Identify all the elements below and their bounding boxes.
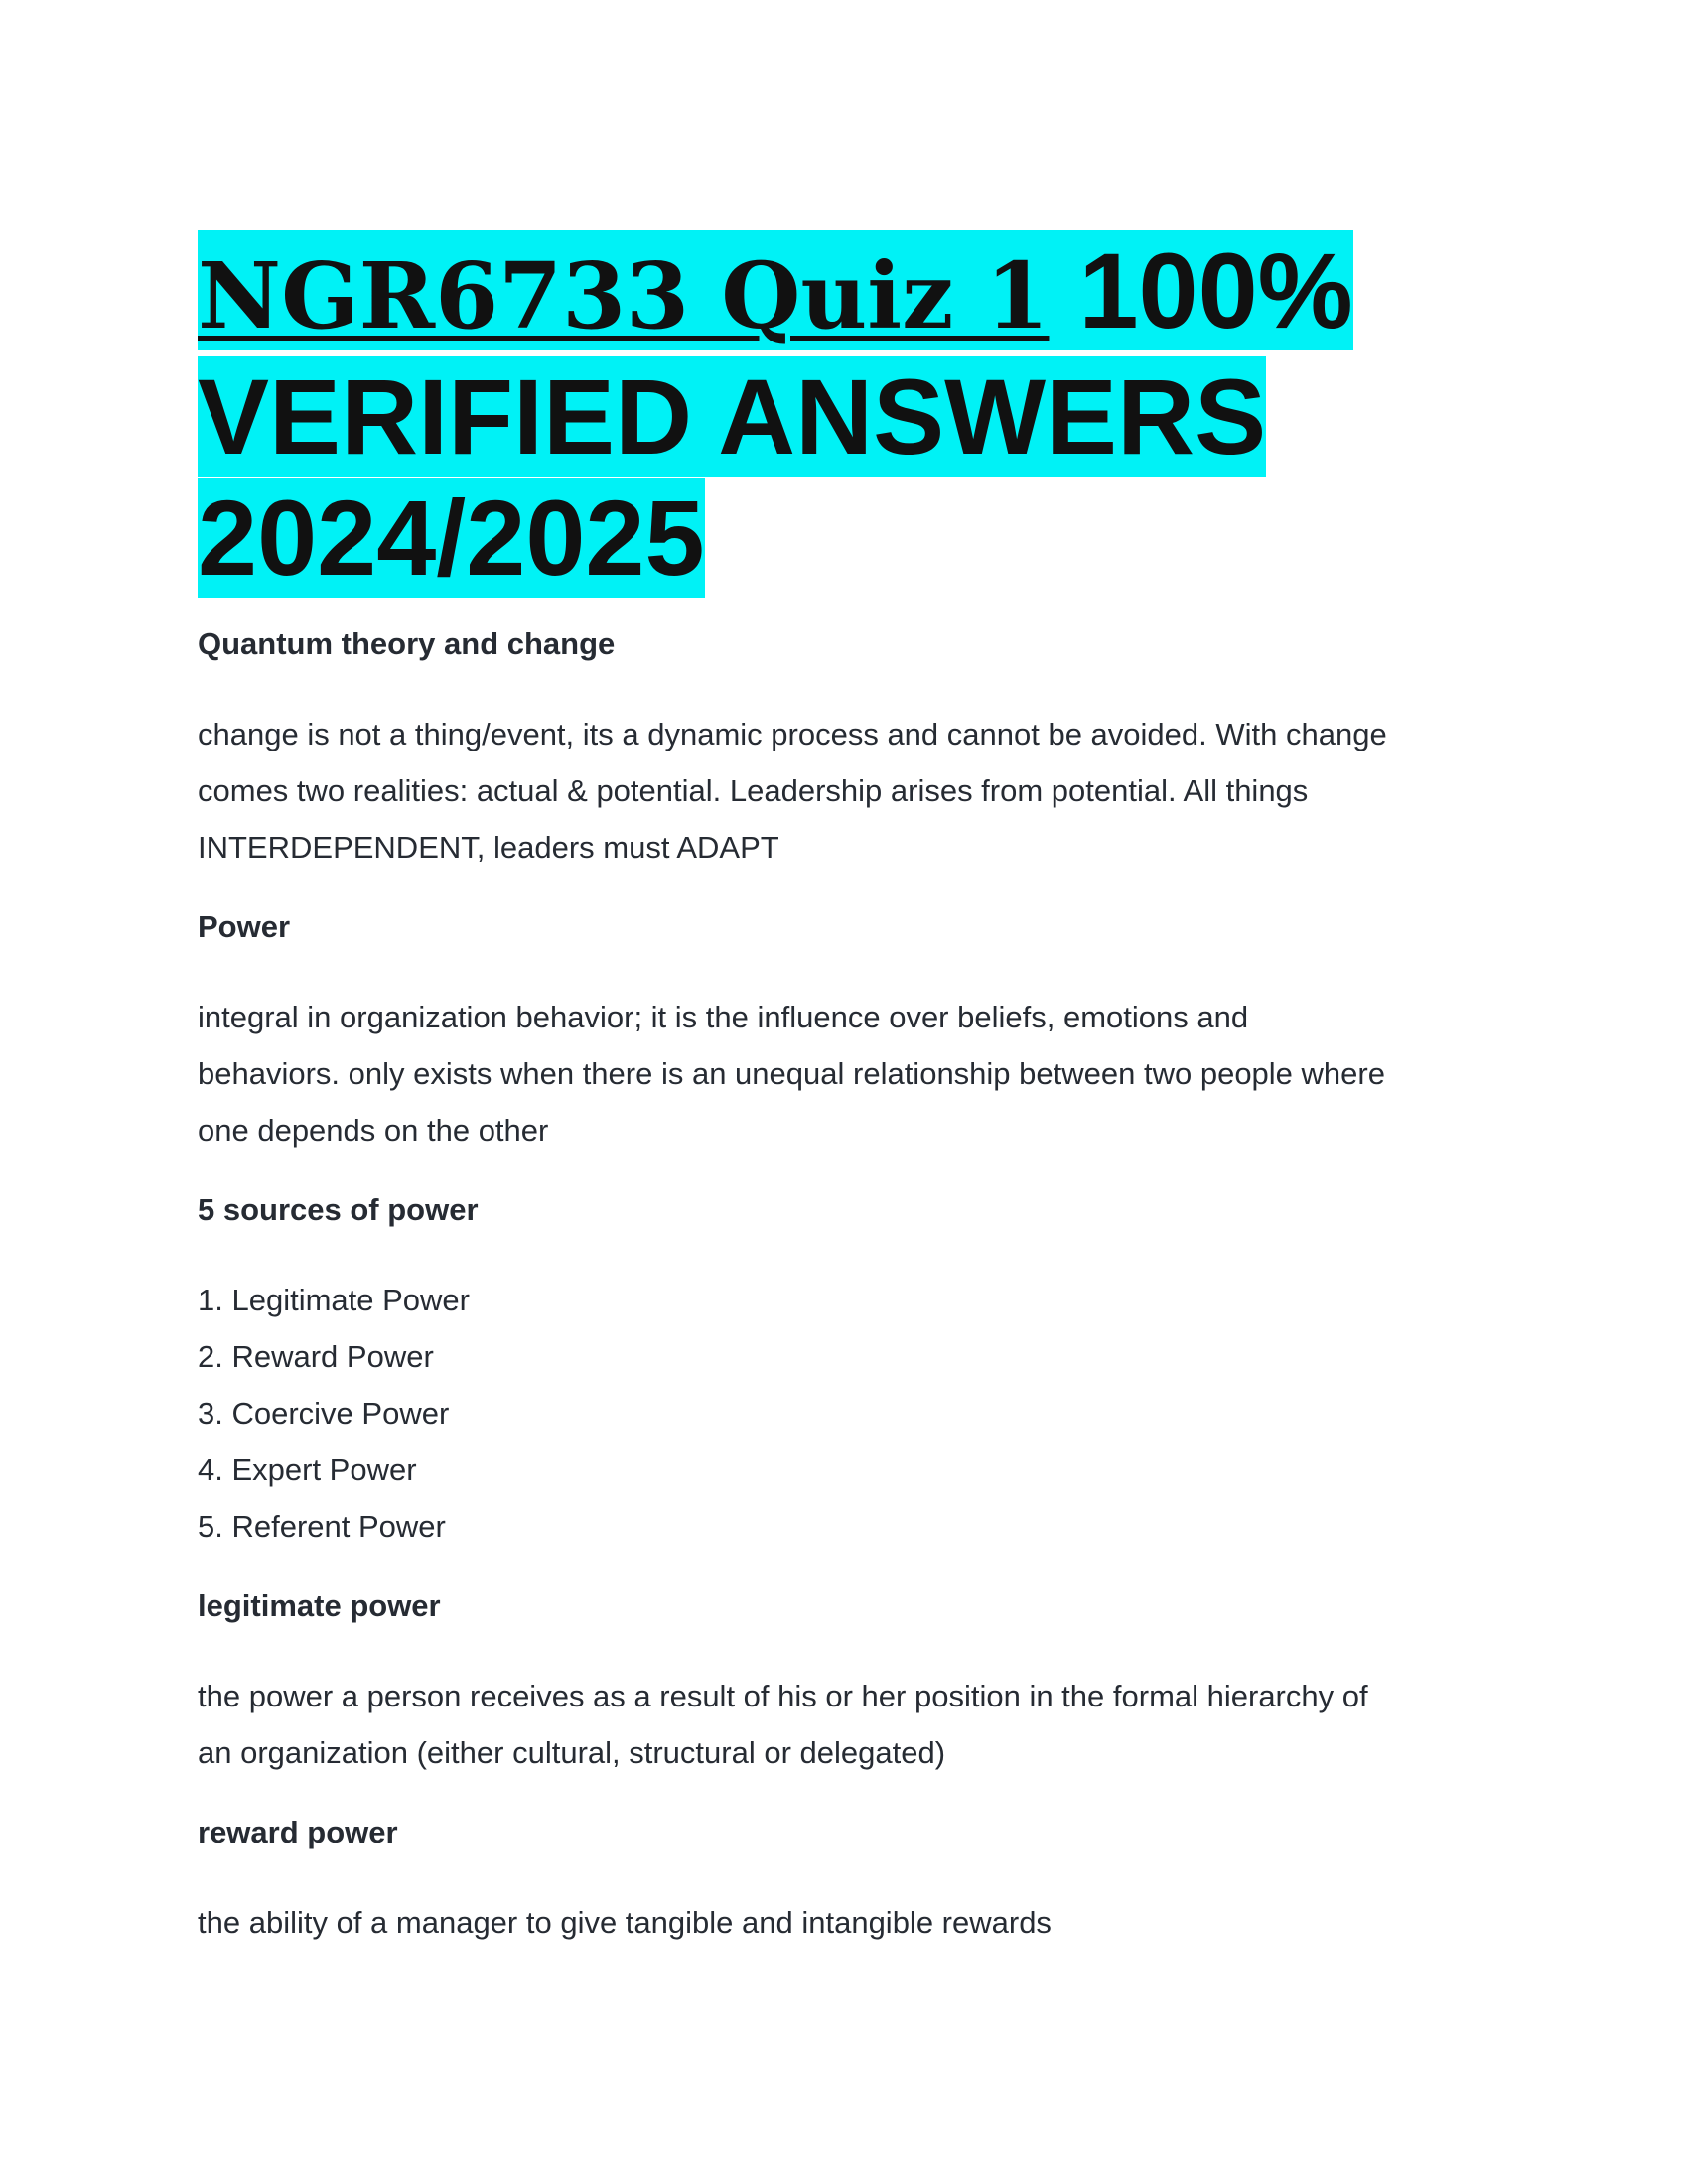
question-heading: legitimate power [198,1588,441,1623]
title-percent: 100% [1078,230,1353,350]
qa-section-legitimate-power [198,1586,1488,1781]
question-heading: Power [198,909,291,944]
list-item: 1. Legitimate Power [198,1283,470,1317]
sources-list [198,1272,1488,1555]
document-title [198,230,1488,599]
title-highlight-line2: VERIFIED ANSWERS [198,356,1267,477]
answer-line: the ability of a manager to give tangible and intangible rewards [198,1905,1052,1940]
answer-line: the power a person receives as a result of his or her position in the formal hierarchy of [198,1679,1368,1713]
title-highlight-line1 [198,230,1353,350]
question-heading: 5 sources of power [198,1192,479,1227]
list-item: 5. Referent Power [198,1509,446,1544]
answer-line: one depends on the other [198,1113,549,1148]
document-content [198,230,1488,1951]
answer-line: comes two realities: actual & potential. Leadership arises from potential. All things [198,773,1309,808]
qa-section-power [198,907,1488,1159]
question-heading: reward power [198,1815,398,1849]
qa-section-quantum-theory [198,624,1488,876]
answer-line: behaviors. only exists when there is an unequal relationship between two people where [198,1056,1385,1091]
list-item: 2. Reward Power [198,1339,434,1374]
answer-line: INTERDEPENDENT, leaders must ADAPT [198,830,779,865]
qa-section-sources-of-power [198,1190,1488,1555]
list-item: 3. Coercive Power [198,1396,450,1431]
list-item: 4. Expert Power [198,1452,417,1487]
question-heading: Quantum theory and change [198,626,616,661]
qa-section-reward-power [198,1813,1488,1951]
answer-line: integral in organization behavior; it is the influence over beliefs, emotions and [198,1000,1249,1034]
answer-line: an organization (either cultural, structural or delegated) [198,1735,946,1770]
title-highlight-line3: 2024/2025 [198,478,705,598]
answer-line: change is not a thing/event, its a dynamic process and cannot be avoided. With change [198,717,1387,751]
title-course-code: NGR6733 Quiz 1 [198,242,1050,349]
